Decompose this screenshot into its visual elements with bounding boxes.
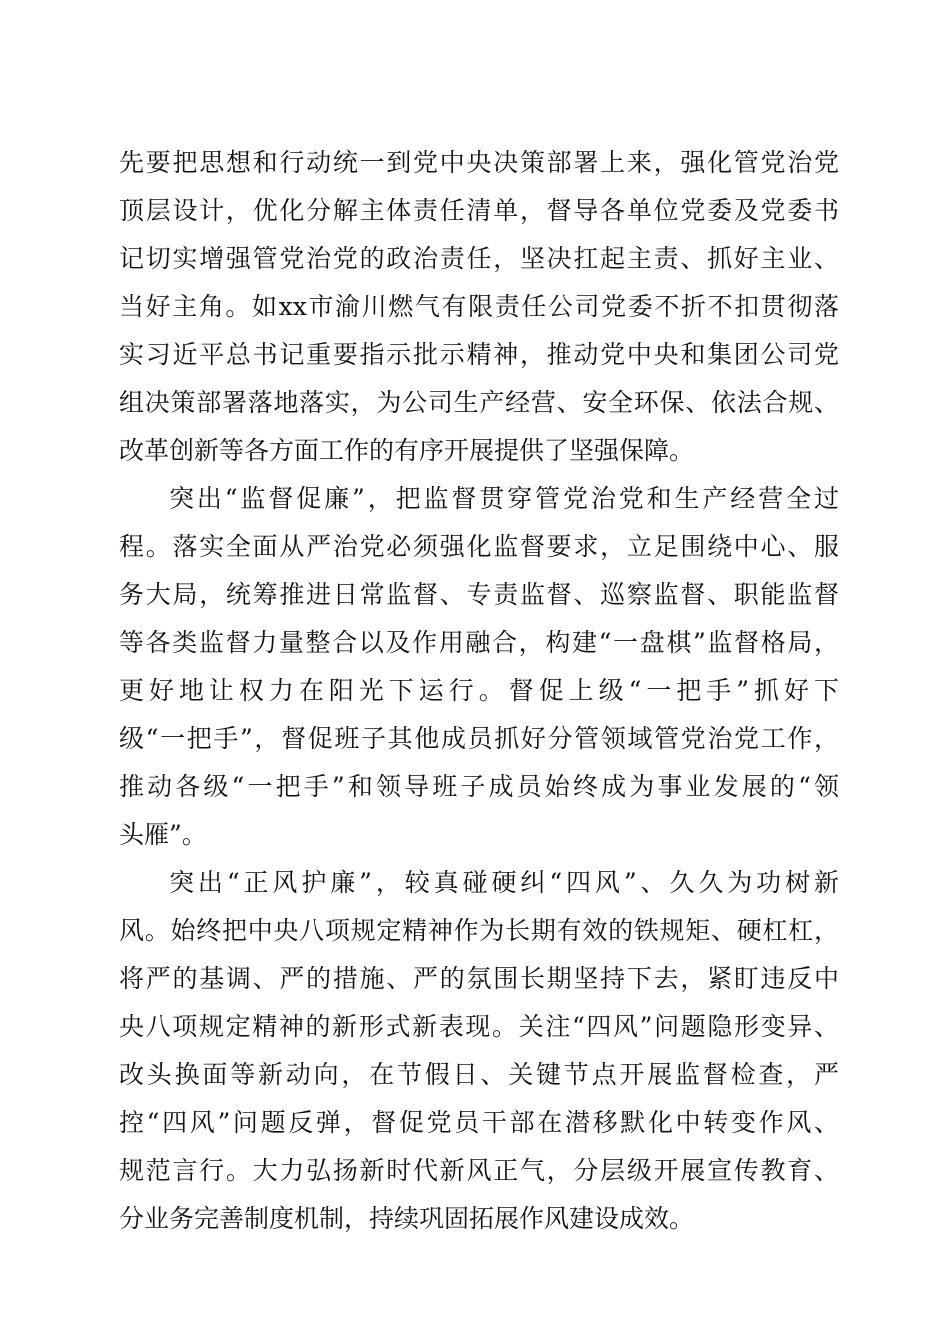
paragraph-line: 程。落实全面从严治党必须强化监督要求，立足围绕中心、服 bbox=[119, 532, 839, 561]
paragraph-1 bbox=[119, 139, 839, 475]
paragraph-line: 先要把思想和行动统一到党中央决策部署上来，强化管党治党 bbox=[119, 148, 839, 177]
paragraph-line: 等各类监督力量整合以及作用融合，构建“一盘棋”监督格局， bbox=[119, 628, 839, 657]
paragraph-line: 规范言行。大力弘扬新时代新风正气，分层级开展宣传教育、 bbox=[119, 1156, 839, 1185]
paragraph-line: 风。始终把中央八项规定精神作为长期有效的铁规矩、硬杠杠， bbox=[119, 916, 839, 945]
paragraph-line: 控“四风”问题反弹，督促党员干部在潜移默化中转变作风、 bbox=[119, 1108, 839, 1137]
paragraph-line: 改头换面等新动向，在节假日、关键节点开展监督检查，严 bbox=[119, 1060, 839, 1089]
paragraph-line: 实习近平总书记重要指示批示精神，推动党中央和集团公司党 bbox=[119, 340, 839, 369]
paragraph-3 bbox=[119, 859, 839, 1243]
paragraph-line: 级“一把手”，督促班子其他成员抓好分管领域管党治党工作， bbox=[119, 724, 839, 753]
paragraph-line: 组决策部署落地落实，为公司生产经营、安全环保、依法合规、 bbox=[119, 388, 839, 417]
paragraph-line: 更好地让权力在阳光下运行。督促上级“一把手”抓好下 bbox=[119, 676, 839, 705]
document-body bbox=[119, 139, 839, 1243]
paragraph-line: 记切实增强管党治党的政治责任，坚决扛起主责、抓好主业、 bbox=[119, 244, 839, 273]
paragraph-line: 头雁”。 bbox=[119, 820, 207, 849]
paragraph-line: 分业务完善制度机制，持续巩固拓展作风建设成效。 bbox=[119, 1204, 695, 1233]
paragraph-line: 务大局，统筹推进日常监督、专责监督、巡察监督、职能监督 bbox=[119, 580, 839, 609]
paragraph-line: 顶层设计，优化分解主体责任清单，督导各单位党委及党委书 bbox=[119, 196, 839, 225]
paragraph-line: 推动各级“一把手”和领导班子成员始终成为事业发展的“领 bbox=[119, 772, 839, 801]
paragraph-line: 将严的基调、严的措施、严的氛围长期坚持下去，紧盯违反中 bbox=[119, 964, 839, 993]
paragraph-line: 央八项规定精神的新形式新表现。关注“四风”问题隐形变异、 bbox=[119, 1012, 839, 1041]
paragraph-2 bbox=[119, 475, 839, 859]
paragraph-line: 突出“正风护廉”，较真碰硬纠“四风”、久久为功树新 bbox=[169, 868, 839, 897]
paragraph-line: 突出“监督促廉”，把监督贯穿管党治党和生产经营全过 bbox=[169, 484, 839, 513]
paragraph-line: 改革创新等各方面工作的有序开展提供了坚强保障。 bbox=[119, 436, 695, 465]
paragraph-line: 当好主角。如xx市渝川燃气有限责任公司党委不折不扣贯彻落 bbox=[119, 292, 839, 321]
